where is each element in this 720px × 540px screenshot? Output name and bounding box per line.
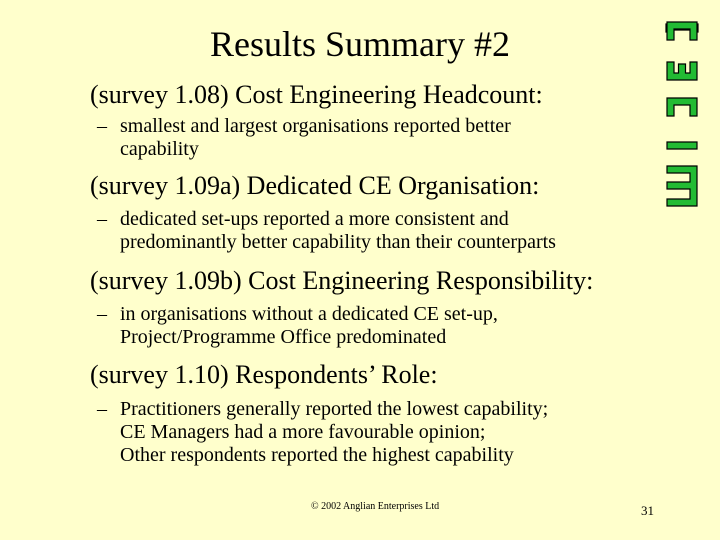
bullet-dash: – [97, 115, 107, 137]
point-heading-responsibility: (survey 1.09b) Cost Engineering Responsibility: [90, 266, 594, 295]
cecim-logo [662, 18, 702, 210]
point-detail-respondents-role [97, 398, 667, 467]
point-heading-headcount: (survey 1.08) Cost Engineering Headcount: [90, 80, 543, 109]
slide-title: Results Summary #2 [209, 24, 510, 64]
point-detail-dedicated-org [97, 208, 667, 254]
detail-line: predominantly better capability than their counterparts [120, 231, 556, 253]
detail-line: dedicated set-ups reported a more consistent and [120, 208, 509, 230]
bullet-dash: – [97, 208, 107, 230]
detail-line: Practitioners generally reported the lowest capability; [120, 398, 549, 420]
page-number: 31 [641, 503, 654, 518]
detail-line: Other respondents reported the highest capability [120, 444, 514, 466]
point-detail-headcount [97, 115, 667, 161]
detail-line: capability [120, 138, 199, 160]
point-heading-respondents-role: (survey 1.10) Respondents’ Role: [90, 360, 438, 389]
footer-copyright: © 2002 Anglian Enterprises Ltd [311, 501, 440, 512]
point-detail-responsibility [97, 303, 667, 349]
bullet-dash: – [97, 398, 107, 420]
bullet-dash: – [97, 303, 107, 325]
detail-line: CE Managers had a more favourable opinion; [120, 421, 486, 443]
detail-line: Project/Programme Office predominated [120, 326, 447, 348]
point-heading-dedicated-org: (survey 1.09a) Dedicated CE Organisation: [90, 171, 540, 200]
detail-line: in organisations without a dedicated CE set-up, [120, 303, 498, 325]
detail-line: smallest and largest organisations reported better [120, 115, 511, 137]
